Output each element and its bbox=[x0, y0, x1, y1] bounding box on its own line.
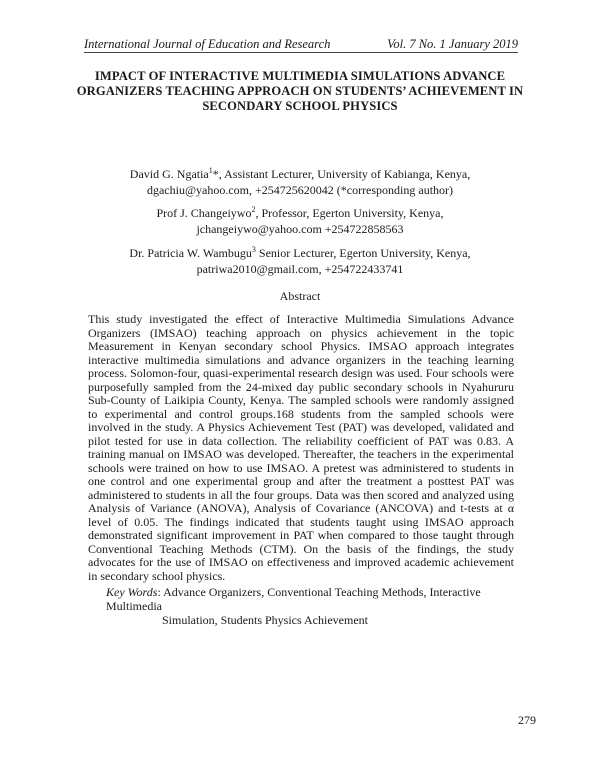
author-2-affiliation-mark: 2 bbox=[251, 205, 256, 214]
author-1-affiliation-mark: 1 bbox=[208, 166, 213, 175]
author-2-line-1 bbox=[60, 205, 540, 221]
title-line-2: ORGANIZERS TEACHING APPROACH ON STUDENTS’ ACHIEVEMENT IN bbox=[76, 84, 524, 98]
author-3-affiliation-mark: 3 bbox=[251, 245, 256, 254]
author-3-contact: patriwa2010@gmail.com, +254722433741 bbox=[196, 262, 404, 276]
journal-name: International Journal of Education and Research bbox=[84, 37, 331, 51]
keywords-line-1: : Advance Organizers, Conventional Teaching Methods, Interactive Multimedia bbox=[106, 585, 481, 613]
author-3-name: Dr. Patricia W. Wambugu bbox=[129, 246, 252, 260]
author-1-line-1 bbox=[60, 166, 540, 182]
author-1-contact: dgachiu@yahoo.com, +254725620042 (*corresponding author) bbox=[146, 183, 454, 197]
author-1-affiliation: *, Assistant Lecturer, University of Kabianga, Kenya, bbox=[212, 167, 471, 181]
title-line-1: IMPACT OF INTERACTIVE MULTIMEDIA SIMULATIONS ADVANCE bbox=[94, 69, 506, 83]
author-1-name: David G. Ngatia bbox=[129, 167, 209, 181]
author-2 bbox=[60, 205, 540, 237]
author-1 bbox=[60, 166, 540, 198]
author-2-contact: jchangeiywo@yahoo.com +254722858563 bbox=[196, 222, 404, 236]
keywords-label: Key Words bbox=[106, 585, 158, 599]
author-3-line-1 bbox=[60, 245, 540, 261]
author-2-affiliation: , Professor, Egerton University, Kenya, bbox=[255, 206, 444, 220]
keywords-line-2: Simulation, Students Physics Achievement bbox=[162, 613, 368, 627]
author-3-affiliation: Senior Lecturer, Egerton University, Kenya, bbox=[255, 246, 471, 260]
keywords bbox=[106, 585, 536, 627]
title-line-3: SECONDARY SCHOOL PHYSICS bbox=[202, 99, 398, 113]
abstract-body: This study investigated the effect of Interactive Multimedia Simulations Advance Organizers (IMSAO) teaching approach on physics achievement in the topic Measurement in Kenyan secondary school Physics. IMSAO approach integrates interactive multimedia simulations and advance organizers in the teaching learning process. Solomon-four, quasi-experimental research design was used. Four schools were purposefully sampled from the 24-mixed day public secondary schools in Nyahururu Sub-County of Laikipia County, Kenya. The sampled schools were randomly assigned to experimental and control groups.168 students from the sampled schools were involved in the study. A Physics Achievement Test (PAT) was developed, validated and pilot tested for use in data collection. The reliability coefficient of PAT was 0.83. A training manual on IMSAO was developed. Thereafter, the teachers in the experimental schools were trained on how to use IMSAO. A pretest was administered to students in one control and one experimental group and after the treatment a posttest PAT was administered to students in all the four groups. Data was then scored and analyzed using Analysis of Variance (ANOVA), Analysis of Covariance (ANCOVA) and t-tests at α level of 0.05. The findings indicated that students taught using IMSAO approach demonstrated significant improvement in PAT when compared to those taught through Conventional Teaching Methods (CTM). On the basis of the findings, the study advocates for the use of IMSAO on effectiveness and improved academic achievement in secondary school physics. bbox=[88, 312, 514, 583]
author-2-name: Prof J. Changeiywo bbox=[156, 206, 252, 220]
paper-title bbox=[60, 69, 540, 114]
author-3 bbox=[60, 245, 540, 277]
issue-info: Vol. 7 No. 1 January 2019 bbox=[387, 37, 518, 51]
abstract-heading: Abstract bbox=[279, 289, 321, 303]
page-number: 279 bbox=[518, 713, 536, 727]
header-rule bbox=[84, 52, 518, 53]
running-header bbox=[84, 37, 518, 53]
